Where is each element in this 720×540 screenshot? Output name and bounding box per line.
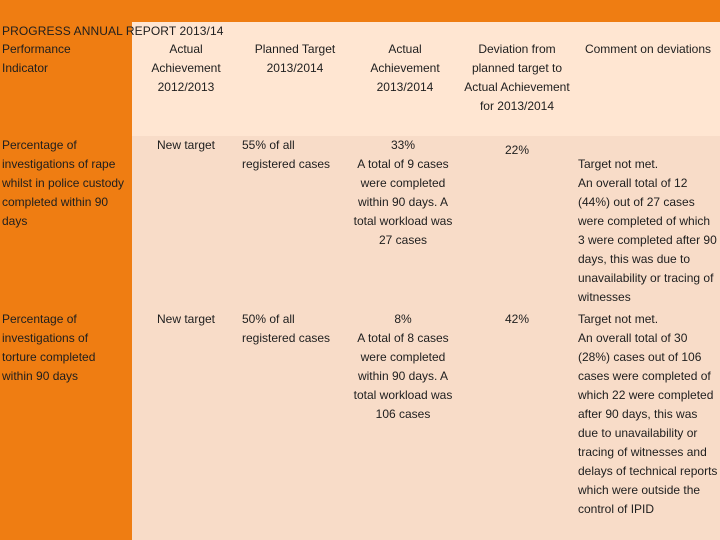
- header-comment: [576, 40, 720, 59]
- header-actual-2013: [354, 40, 456, 97]
- row-2-planned-target: [242, 310, 342, 348]
- header-actual-2012: [140, 40, 232, 97]
- deviation-value: 22%: [504, 143, 530, 157]
- deviation-value: 42%: [504, 312, 530, 326]
- header-label: Actual Achievement 2012/2013: [151, 42, 221, 94]
- row-2-indicator: [2, 310, 122, 386]
- row-1-actual-2013: [352, 136, 454, 250]
- row-2-actual-2012: [140, 310, 232, 329]
- header-label: Planned Target 2013/2014: [254, 42, 336, 75]
- header-label: Deviation from planned target to Actual Achievement for 2013/2014: [464, 42, 570, 113]
- header-performance-indicator: [2, 40, 82, 78]
- row-2-actual-2013: [352, 310, 454, 424]
- comment-text: Target not met. An overall total of 12 (44%) out of 27 cases were completed of which 3 were completed after 90 days, this was due to unavailability or tracing of witnesses: [578, 157, 717, 304]
- actual-detail: A total of 8 cases were completed within 90 days. A total workload was 106 cases: [353, 331, 453, 421]
- indicator-text: Percentage of investigations of torture completed within 90 days: [2, 312, 96, 383]
- header-label: Actual Achievement 2013/2014: [370, 42, 440, 94]
- row-1-planned-target: [242, 136, 342, 174]
- cell-text: New target: [156, 312, 216, 326]
- row-1-deviation: [460, 141, 574, 160]
- report-title: PROGRESS ANNUAL REPORT 2013/14: [2, 24, 224, 38]
- header-label: Comment on deviations: [584, 42, 712, 56]
- row-2-comment: [578, 310, 718, 519]
- actual-detail: A total of 9 cases were completed within 90 days. A total workload was 27 cases: [353, 157, 453, 247]
- actual-percent: 33%: [390, 138, 416, 152]
- top-banner: [0, 0, 720, 22]
- header-planned-target: [240, 40, 350, 78]
- cell-text: 50% of all registered cases: [242, 312, 331, 345]
- comment-text: Target not met. An overall total of 30 (28%) cases out of 106 cases were completed of which 22 were completed after 90 days, this was due to unavailability or tracing of witnesses and delays of technical reports which were outside the control of IPID: [578, 312, 718, 516]
- header-label: Performance Indicator: [2, 42, 71, 75]
- row-1-indicator: [2, 136, 132, 231]
- row-2-deviation: [460, 310, 574, 329]
- header-deviation: [460, 40, 574, 116]
- actual-percent: 8%: [394, 312, 412, 326]
- cell-text: 55% of all registered cases: [242, 138, 331, 171]
- indicator-text: Percentage of investigations of rape whilst in police custody completed within 90 days: [2, 138, 125, 228]
- row-1-comment: [578, 136, 720, 326]
- row-1-actual-2012: [140, 136, 232, 155]
- cell-text: New target: [156, 138, 216, 152]
